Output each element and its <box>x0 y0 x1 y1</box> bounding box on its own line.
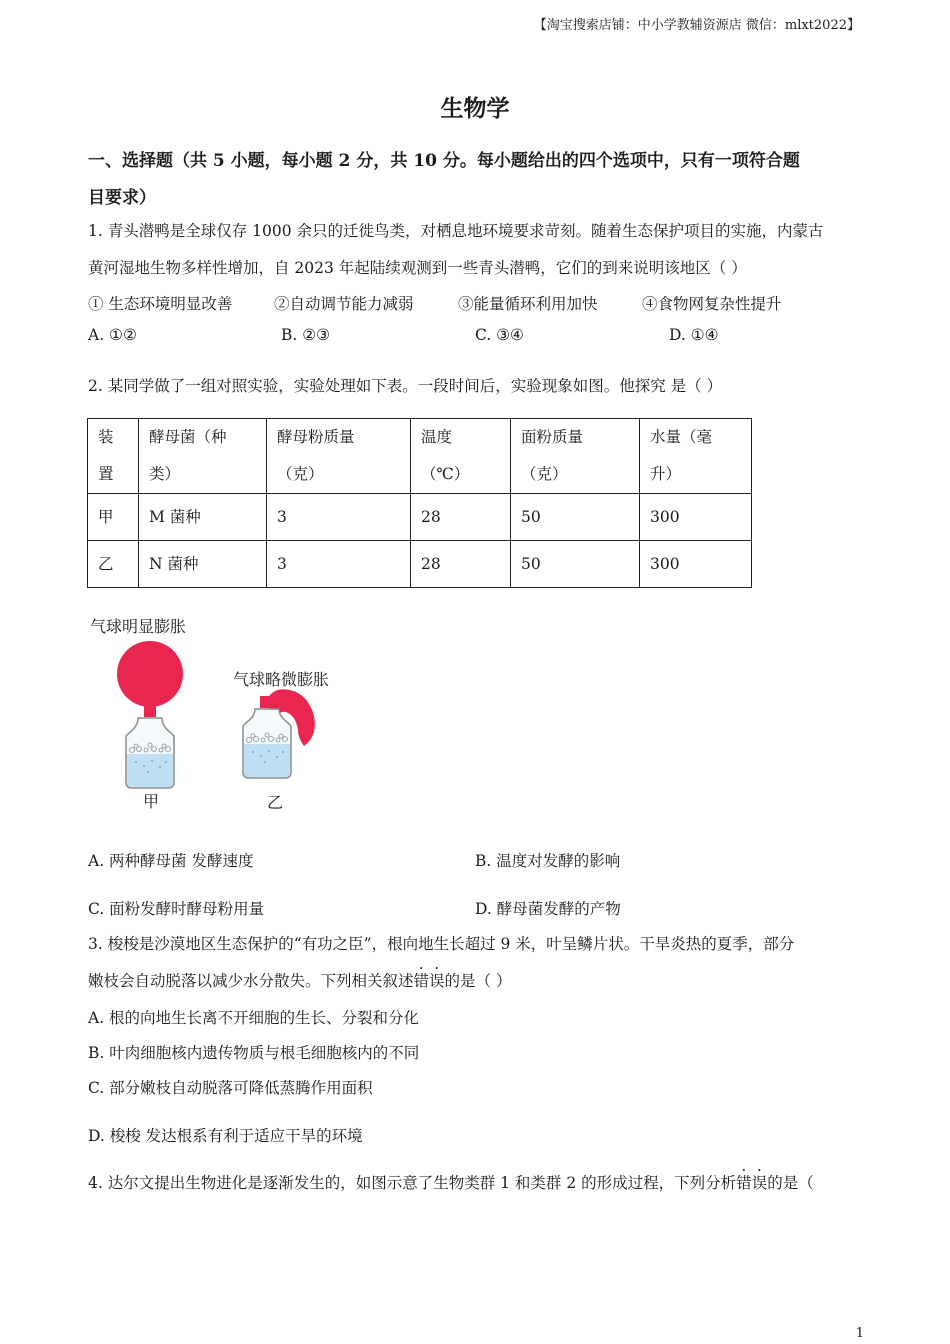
table-header-row <box>88 419 752 494</box>
table-cell: 3 <box>267 494 411 541</box>
section-heading-line1: 一、选择题（共 5 小题，每小题 2 分，共 10 分。每小题给出的四个选项中，只有一项符合题 <box>88 151 800 171</box>
table-cell: 乙 <box>88 541 139 588</box>
q1-option-c: C. ③④ <box>475 326 524 344</box>
q3-stem-line2: 嫩枝会自动脱落以减少水分散失。下列相关叙述错误的是（ ） <box>88 972 512 990</box>
table-header-cell: 面粉质量 （克） <box>511 419 640 494</box>
balloon-figure <box>86 612 356 817</box>
table-cell: 50 <box>511 494 640 541</box>
table-cell: 3 <box>267 541 411 588</box>
q3-option-d: D. 梭梭 发达根系有利于适应干旱的环境 <box>88 1127 363 1145</box>
label-balloon-a: 气球明显膨胀 <box>90 617 187 636</box>
table-cell: N 菌种 <box>139 541 267 588</box>
table-cell: 300 <box>640 494 752 541</box>
table-row <box>88 494 752 541</box>
label-balloon-b: 气球略微膨胀 <box>233 670 330 689</box>
table-cell: M 菌种 <box>139 494 267 541</box>
experiment-table <box>87 418 752 588</box>
q2-option-d: D. 酵母菌发酵的产物 <box>475 900 621 918</box>
emphasis-char: 误 <box>751 1174 768 1192</box>
table-cell: 甲 <box>88 494 139 541</box>
q1-option-a: A. ①② <box>88 326 137 344</box>
table-header-cell: 酵母粉质量 （克） <box>267 419 411 494</box>
q1-stem-line2: 黄河湿地生物多样性增加，自 2023 年起陆续观测到一些青头潜鸭，它们的到来说明该地区（ ） <box>88 259 747 277</box>
inflated-balloon-a <box>117 641 183 707</box>
table-header-cell: 酵母菌（种 类） <box>139 419 267 494</box>
table-header-cell: 水量（毫 升） <box>640 419 752 494</box>
q2-option-c: C. 面粉发酵时酵母粉用量 <box>88 900 265 918</box>
section-heading-line2: 目要求） <box>88 188 156 208</box>
table-cell: 28 <box>411 494 511 541</box>
page-header: 【淘宝搜索店铺：中小学教辅资源店 微信：mlxt2022】 <box>533 18 860 33</box>
q3-option-c: C. 部分嫩枝自动脱落可降低蒸腾作用面积 <box>88 1079 373 1097</box>
table-row <box>88 541 752 588</box>
table-cell: 300 <box>640 541 752 588</box>
q3-option-a: A. 根的向地生长离不开细胞的生长、分裂和分化 <box>88 1009 420 1027</box>
q3-stem-line1: 3. 梭梭是沙漠地区生态保护的“有功之臣”，根向地生长超过 9 米，叶呈鳞片状。干旱炎热的夏季，部分 <box>88 935 795 953</box>
table-cell: 28 <box>411 541 511 588</box>
q2-option-b: B. 温度对发酵的影响 <box>475 852 621 870</box>
table-cell: 50 <box>511 541 640 588</box>
q1-statement-3: ③能量循环利用加快 <box>458 295 598 313</box>
page-title: 生物学 <box>440 95 510 122</box>
label-bottle-b: 乙 <box>267 793 284 812</box>
q1-statement-2: ②自动调节能力减弱 <box>274 295 414 313</box>
balloon-bottles-drawing <box>86 612 356 817</box>
emphasis-char: 误 <box>429 972 445 990</box>
q1-statement-4: ④食物网复杂性提升 <box>642 295 782 313</box>
q1-option-b: B. ②③ <box>281 326 331 344</box>
q3-option-b: B. 叶肉细胞核内遗传物质与根毛细胞核内的不同 <box>88 1044 420 1062</box>
q1-statement-1: ① 生态环境明显改善 <box>88 295 233 313</box>
page-number: 1 <box>855 1326 864 1341</box>
table-header-cell: 温度 （℃） <box>411 419 511 494</box>
table-header-cell: 装 置 <box>88 419 139 494</box>
q4-stem: 4. 达尔文提出生物进化是逐渐发生的，如图示意了生物类群 1 和类群 2 的形成过程，下列分析错误的是（ <box>88 1174 814 1192</box>
q1-stem-line1: 1. 青头潜鸭是全球仅存 1000 余只的迁徙鸟类，对栖息地环境要求苛刻。随着生态保护项目的实施，内蒙古 <box>88 222 824 240</box>
label-bottle-a: 甲 <box>143 792 160 811</box>
q2-stem: 2. 某同学做了一组对照实验，实验处理如下表。一段时间后，实验现象如图。他探究 是（ ） <box>88 377 723 395</box>
q2-option-a: A. 两种酵母菌 发酵速度 <box>88 852 254 870</box>
emphasis-char: 错 <box>413 972 430 990</box>
emphasis-char: 错 <box>736 1174 752 1192</box>
q1-option-d: D. ①④ <box>669 326 719 344</box>
